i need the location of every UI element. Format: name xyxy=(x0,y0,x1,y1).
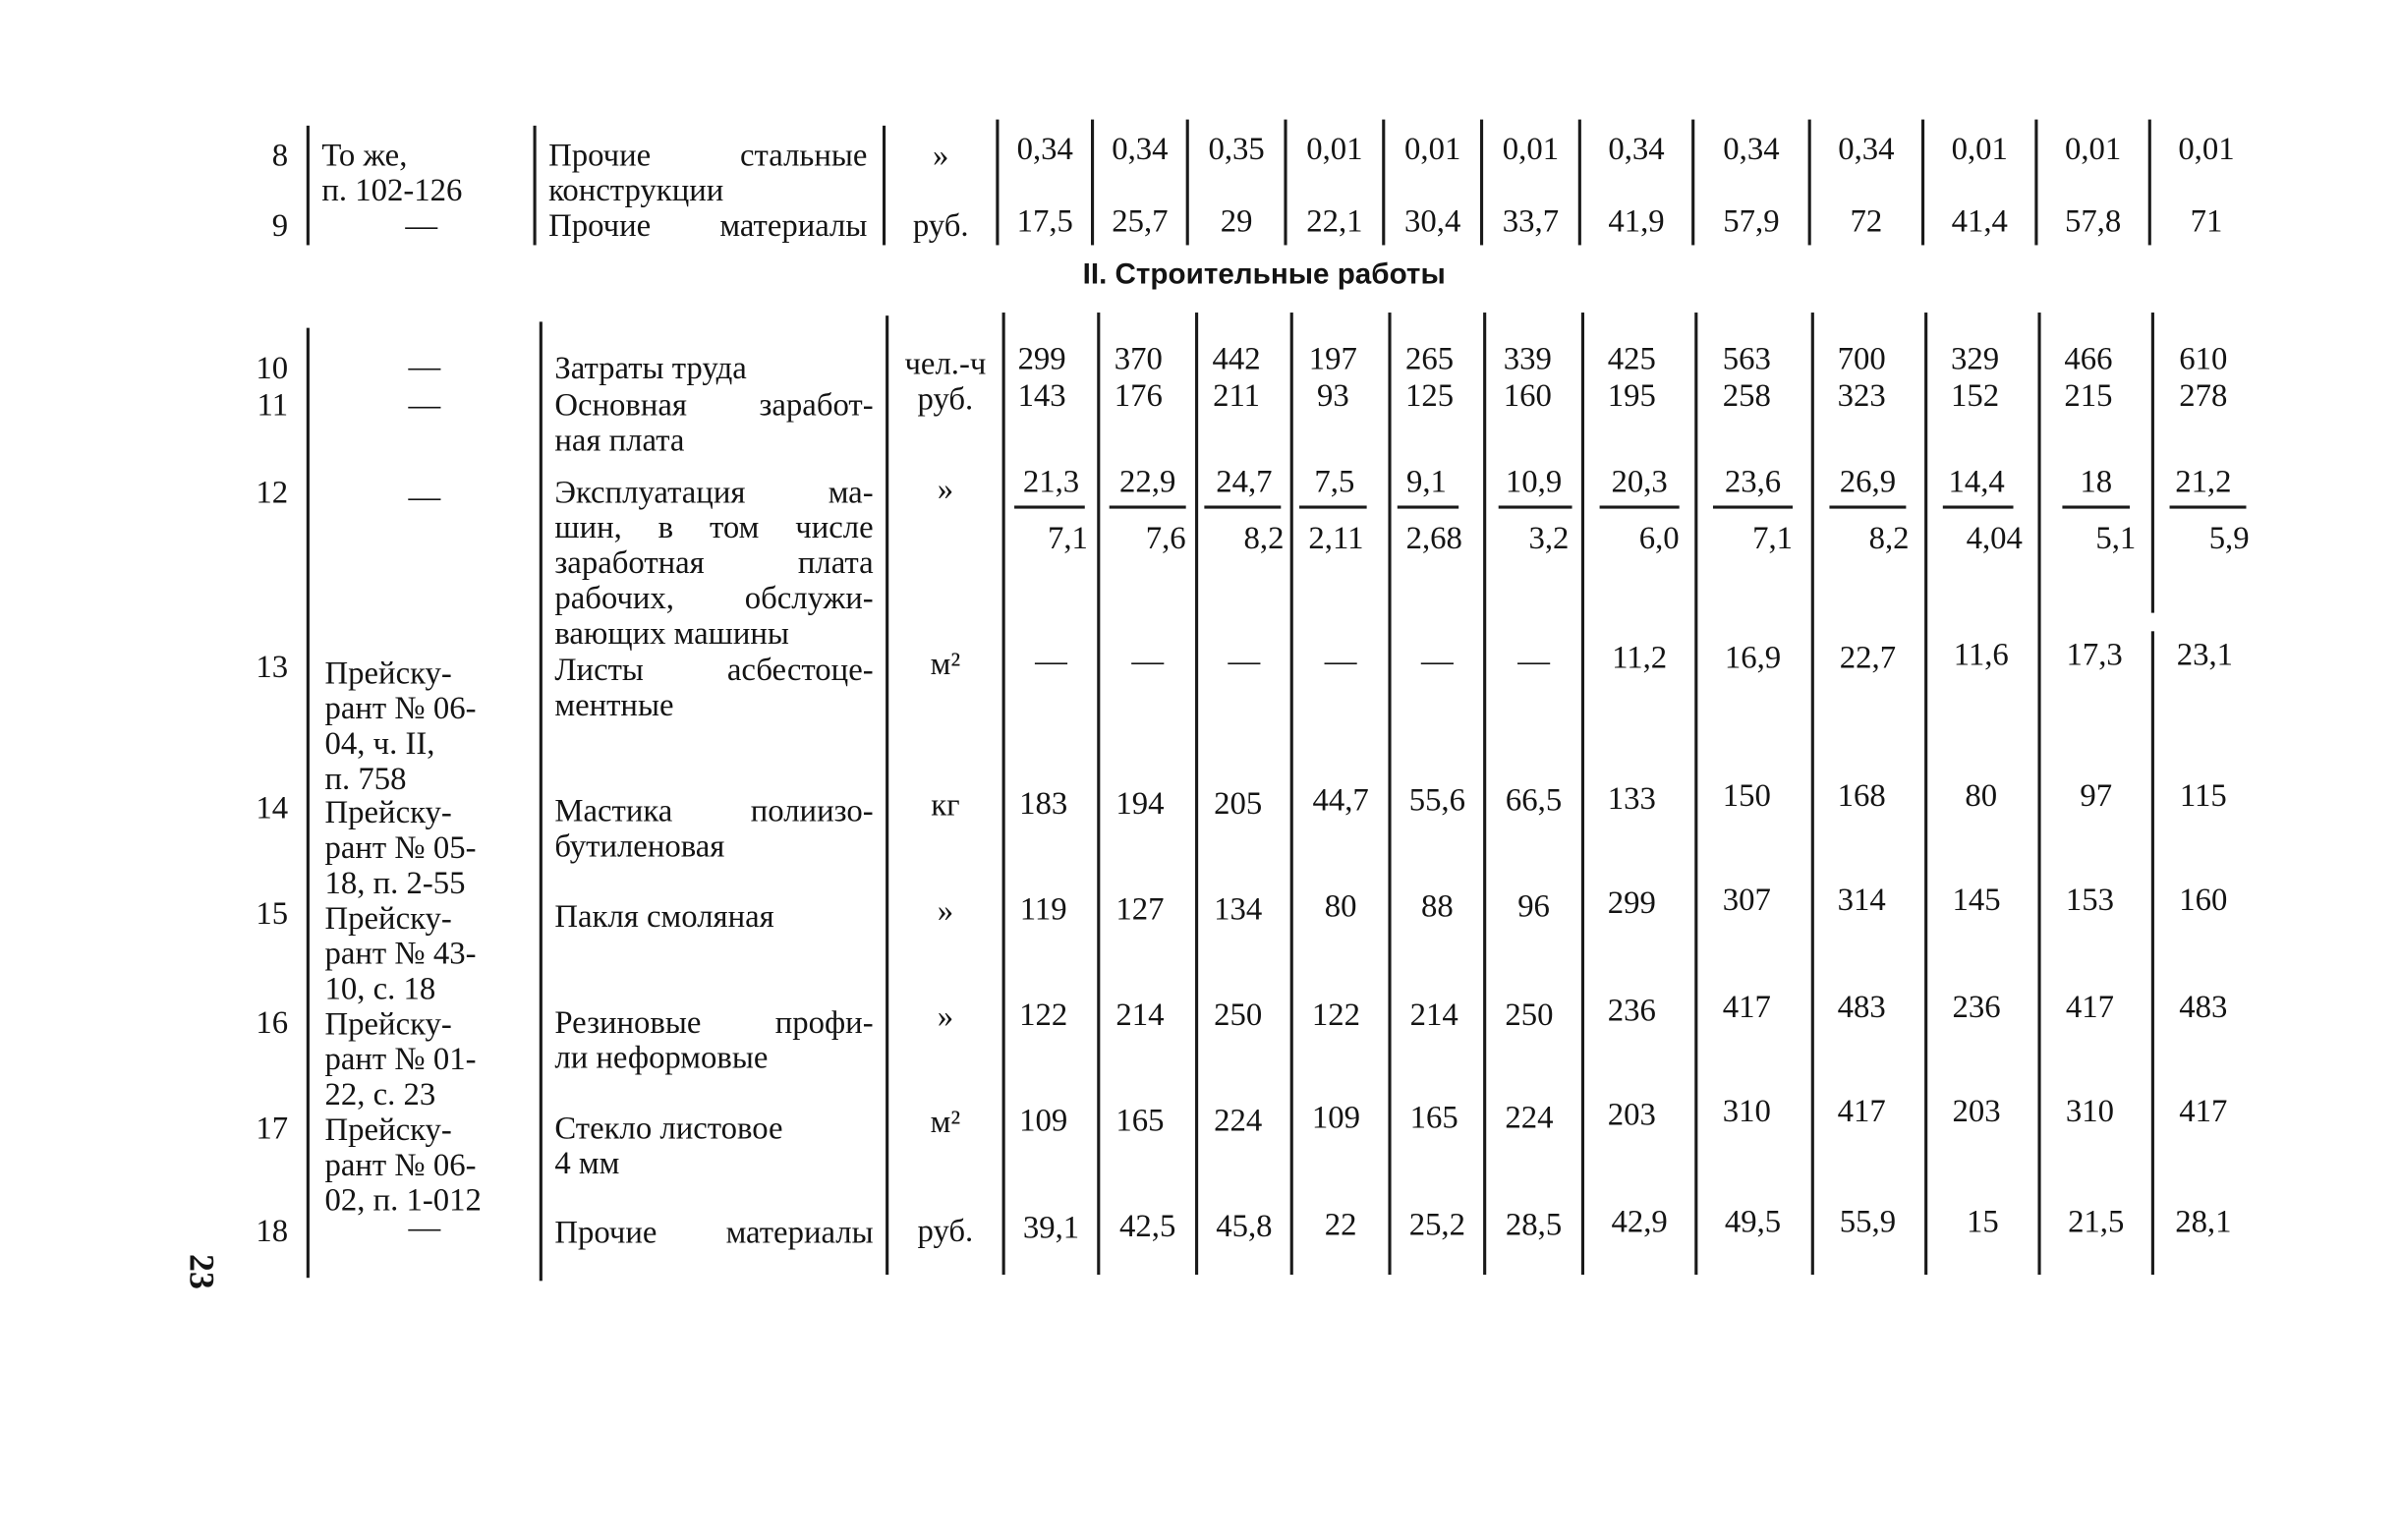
reference: 10, с. 18 xyxy=(324,969,436,1007)
row-number: 8 xyxy=(271,136,289,174)
item-name: конструкции xyxy=(548,171,724,209)
value-cell: 700 xyxy=(1837,340,1886,377)
value-cell: 145 xyxy=(1952,881,2001,918)
value-cell: 93 xyxy=(1316,376,1349,414)
value-cell: 339 xyxy=(1503,340,1552,377)
unit: м² xyxy=(930,645,961,682)
value-cell: 258 xyxy=(1722,376,1771,414)
numerator-cell: 24,7 xyxy=(1216,462,1273,500)
numerator-cell: 21,3 xyxy=(1022,462,1080,500)
value-cell: 194 xyxy=(1115,784,1165,822)
denominator-cell: 8,2 xyxy=(1868,519,1910,556)
denominator-cell: 3,2 xyxy=(1528,519,1570,556)
unit: кг xyxy=(931,785,960,824)
value-cell: 42,9 xyxy=(1611,1202,1668,1240)
denominator-cell: 7,6 xyxy=(1145,519,1186,556)
value-cell: — xyxy=(1517,642,1550,679)
denominator-cell: 5,9 xyxy=(2208,519,2250,556)
value-cell: 483 xyxy=(2179,988,2228,1025)
numerator-cell: 23,6 xyxy=(1724,462,1782,500)
denominator-cell: 4,04 xyxy=(1966,519,2023,556)
fraction-bar xyxy=(1499,505,1572,508)
item-name: Листы асбестоце- xyxy=(554,651,874,688)
value-cell: 71 xyxy=(2190,201,2223,240)
value-cell: 0,35 xyxy=(1208,130,1265,167)
value-cell: 39,1 xyxy=(1022,1209,1080,1246)
reference: рант № 06- xyxy=(324,1146,477,1183)
reference: рант № 06- xyxy=(324,689,477,726)
item-name: ли неформовые xyxy=(554,1039,769,1076)
reference: Прейску- xyxy=(324,1004,452,1043)
reference: Прейску- xyxy=(324,899,452,937)
row-number: 11 xyxy=(257,385,289,424)
value-cell: — xyxy=(1131,642,1165,679)
value-cell: 22,7 xyxy=(1839,639,1897,676)
reference: 22, с. 23 xyxy=(324,1075,436,1112)
fraction-bar xyxy=(1600,505,1680,508)
value-cell: 466 xyxy=(2064,340,2113,377)
value-cell: 0,01 xyxy=(2178,130,2235,167)
value-cell: 133 xyxy=(1607,779,1656,817)
row-number: 13 xyxy=(256,648,289,685)
value-cell: 329 xyxy=(1950,340,2000,377)
item-name: Пакля смоляная xyxy=(554,897,774,935)
value-cell: 109 xyxy=(1311,1098,1361,1136)
value-cell: — xyxy=(1420,642,1454,679)
reference: рант № 43- xyxy=(324,934,477,972)
value-cell: 57,8 xyxy=(2064,201,2122,240)
unit: м² xyxy=(930,1103,961,1140)
value-cell: 310 xyxy=(1722,1092,1771,1129)
value-cell: 203 xyxy=(1607,1095,1656,1133)
value-cell: 417 xyxy=(2065,988,2115,1025)
item-name: Прочие материалы xyxy=(548,206,868,244)
value-cell: 15 xyxy=(1966,1202,1999,1240)
value-cell: 122 xyxy=(1019,996,1068,1033)
value-cell: 0,01 xyxy=(2064,130,2122,167)
value-cell: 0,34 xyxy=(1723,130,1780,167)
fraction-bar xyxy=(1398,505,1458,508)
value-cell: 0,01 xyxy=(1951,130,2008,167)
value-cell: 23,1 xyxy=(2176,635,2234,673)
value-cell: 165 xyxy=(1409,1098,1458,1136)
row-number: 16 xyxy=(256,1003,289,1041)
numerator-cell: 21,2 xyxy=(2175,462,2232,500)
item-name: шин, в том числе xyxy=(554,508,874,546)
value-cell: 21,5 xyxy=(2068,1202,2125,1240)
unit: » xyxy=(937,891,954,929)
value-cell: 22 xyxy=(1324,1205,1357,1243)
value-cell: 22,1 xyxy=(1306,201,1363,240)
item-name: вающих машины xyxy=(554,614,789,652)
value-cell: 250 xyxy=(1214,996,1263,1033)
value-cell: 44,7 xyxy=(1312,781,1369,819)
unit: » xyxy=(937,470,954,508)
value-cell: 150 xyxy=(1722,776,1771,814)
item-name: Эксплуатация ма- xyxy=(554,473,874,511)
row-number: 14 xyxy=(256,788,289,827)
fraction-bar xyxy=(1829,505,1906,508)
value-cell: 165 xyxy=(1115,1101,1165,1139)
value-cell: 323 xyxy=(1837,376,1886,414)
row-number: 18 xyxy=(256,1212,289,1249)
numerator-cell: 26,9 xyxy=(1839,462,1897,500)
numerator-cell: 9,1 xyxy=(1405,462,1447,500)
value-cell: 310 xyxy=(2065,1092,2115,1129)
value-cell: — xyxy=(1035,642,1067,679)
value-cell: 214 xyxy=(1115,996,1165,1033)
reference: 18, п. 2-55 xyxy=(324,864,466,901)
row-number: 10 xyxy=(256,349,289,386)
fraction-bar xyxy=(2170,505,2247,508)
numerator-cell: 7,5 xyxy=(1314,462,1355,500)
value-cell: 28,5 xyxy=(1505,1205,1563,1243)
item-name: Основная заработ- xyxy=(554,385,874,424)
numerator-cell: 10,9 xyxy=(1505,462,1563,500)
value-cell: 127 xyxy=(1115,889,1165,928)
reference: — xyxy=(408,385,441,424)
value-cell: 417 xyxy=(2179,1092,2228,1129)
value-cell: 119 xyxy=(1019,889,1067,928)
value-cell: 96 xyxy=(1517,886,1550,925)
page-number: 23 xyxy=(182,1254,221,1289)
value-cell: 45,8 xyxy=(1216,1207,1273,1244)
value-cell: 610 xyxy=(2179,340,2228,377)
denominator-cell: 6,0 xyxy=(1638,519,1680,556)
value-cell: 17,5 xyxy=(1016,201,1073,240)
value-cell: 314 xyxy=(1837,881,1886,918)
item-name: Прочие стальные xyxy=(548,136,868,174)
denominator-cell: 2,11 xyxy=(1308,519,1364,556)
fraction-bar xyxy=(1943,505,2014,508)
value-cell: 11,6 xyxy=(1953,635,2009,673)
denominator-cell: 7,1 xyxy=(1047,519,1088,556)
value-cell: 224 xyxy=(1505,1098,1554,1136)
fraction-bar xyxy=(1713,505,1793,508)
reference: п. 102-126 xyxy=(321,171,463,209)
unit: » xyxy=(933,136,949,174)
item-name: Резиновые профи- xyxy=(554,1003,874,1041)
item-name: ментные xyxy=(554,686,674,723)
value-cell: 143 xyxy=(1017,376,1066,414)
row-number: 12 xyxy=(256,473,289,511)
item-name: рабочих, обслужи- xyxy=(554,579,874,616)
value-cell: 0,01 xyxy=(1502,130,1560,167)
denominator-cell: 2,68 xyxy=(1405,519,1462,556)
section-header: II. Строительные работы xyxy=(1082,258,1446,292)
value-cell: 55,6 xyxy=(1408,781,1465,819)
value-cell: 203 xyxy=(1952,1092,2001,1129)
item-name: Затраты труда xyxy=(554,349,747,386)
item-name: Стекло листовое xyxy=(554,1109,783,1147)
value-cell: 417 xyxy=(1837,1092,1886,1129)
value-cell: 88 xyxy=(1420,886,1454,925)
value-cell: 57,9 xyxy=(1723,201,1780,240)
value-cell: 16,9 xyxy=(1724,639,1782,676)
unit: чел.-ч xyxy=(904,344,987,382)
value-cell: 11,2 xyxy=(1612,639,1668,676)
value-cell: 176 xyxy=(1114,376,1163,414)
fraction-bar xyxy=(1014,505,1085,508)
value-cell: 0,34 xyxy=(1608,130,1665,167)
value-cell: 299 xyxy=(1607,884,1656,921)
value-cell: 278 xyxy=(2179,376,2228,414)
denominator-cell: 8,2 xyxy=(1243,519,1285,556)
value-cell: 0,34 xyxy=(1016,130,1073,167)
reference: рант № 01- xyxy=(324,1040,477,1077)
value-cell: 80 xyxy=(1965,776,1998,814)
unit: руб. xyxy=(917,1212,974,1249)
value-cell: 72 xyxy=(1850,201,1883,240)
value-cell: 80 xyxy=(1324,886,1357,925)
value-cell: 41,4 xyxy=(1951,201,2008,240)
item-name: заработная плата xyxy=(554,543,874,581)
numerator-cell: 22,9 xyxy=(1119,462,1176,500)
unit: » xyxy=(937,997,954,1035)
fraction-bar xyxy=(2062,505,2130,508)
reference: — xyxy=(408,478,441,515)
value-cell: 483 xyxy=(1837,988,1886,1025)
value-cell: 211 xyxy=(1213,376,1261,414)
denominator-cell: 7,1 xyxy=(1752,519,1794,556)
value-cell: 97 xyxy=(2080,776,2113,814)
reference: Прейску- xyxy=(324,793,452,830)
row-number: 9 xyxy=(271,206,289,244)
value-cell: 49,5 xyxy=(1724,1202,1782,1240)
numerator-cell: 14,4 xyxy=(1948,462,2005,500)
unit: руб. xyxy=(912,206,969,244)
value-cell: 115 xyxy=(2179,776,2227,814)
row-number: 15 xyxy=(256,894,289,932)
numerator-cell: 20,3 xyxy=(1611,462,1668,500)
row-number: 17 xyxy=(256,1109,289,1147)
value-cell: 197 xyxy=(1308,340,1357,377)
value-cell: — xyxy=(1324,642,1357,679)
value-cell: 215 xyxy=(2064,376,2113,414)
value-cell: 160 xyxy=(1503,376,1552,414)
value-cell: 0,01 xyxy=(1404,130,1461,167)
value-cell: 265 xyxy=(1404,340,1455,377)
value-cell: 442 xyxy=(1212,340,1261,377)
value-cell: 160 xyxy=(2179,881,2228,918)
value-cell: 25,2 xyxy=(1408,1205,1465,1243)
reference: 04, ч. II, xyxy=(324,724,435,762)
fraction-bar xyxy=(1299,505,1367,508)
value-cell: 425 xyxy=(1607,340,1656,377)
value-cell: 153 xyxy=(2065,881,2115,918)
value-cell: 33,7 xyxy=(1502,201,1560,240)
value-cell: 17,3 xyxy=(2066,635,2123,673)
value-cell: 563 xyxy=(1722,340,1771,377)
value-cell: 55,9 xyxy=(1839,1202,1897,1240)
value-cell: 236 xyxy=(1952,988,2001,1025)
value-cell: 417 xyxy=(1722,988,1771,1025)
value-cell: 122 xyxy=(1311,996,1361,1033)
item-name: Мастика полиизо- xyxy=(554,792,874,829)
value-cell: 224 xyxy=(1214,1101,1263,1139)
reference: Прейску- xyxy=(324,1111,452,1148)
value-cell: 0,34 xyxy=(1838,130,1895,167)
fraction-bar xyxy=(1204,505,1281,508)
value-cell: 370 xyxy=(1114,340,1163,377)
value-cell: 134 xyxy=(1214,889,1263,928)
reference: 02, п. 1-012 xyxy=(324,1180,482,1219)
value-cell: 236 xyxy=(1607,991,1656,1029)
reference: То же, xyxy=(321,136,408,174)
item-name: 4 мм xyxy=(554,1144,620,1181)
value-cell: 41,9 xyxy=(1608,201,1665,240)
denominator-cell: 5,1 xyxy=(2095,519,2137,556)
reference: Прейску- xyxy=(324,654,452,692)
value-cell: 66,5 xyxy=(1505,781,1563,819)
reference: п. 758 xyxy=(324,760,407,797)
value-cell: 109 xyxy=(1019,1101,1068,1139)
value-cell: 125 xyxy=(1404,376,1455,414)
reference: рант № 05- xyxy=(324,828,477,866)
reference: — xyxy=(405,206,438,244)
item-name: бутиленовая xyxy=(554,827,725,865)
value-cell: 214 xyxy=(1409,996,1458,1033)
numerator-cell: 18 xyxy=(2080,462,2113,500)
value-cell: 28,1 xyxy=(2175,1202,2232,1240)
reference: — xyxy=(408,1209,441,1246)
value-cell: 195 xyxy=(1607,376,1656,414)
unit: руб. xyxy=(917,379,974,418)
item-name: Прочие материалы xyxy=(554,1213,874,1251)
value-cell: 29 xyxy=(1220,201,1253,240)
value-cell: 0,34 xyxy=(1112,130,1169,167)
value-cell: 152 xyxy=(1950,376,2000,414)
value-cell: 307 xyxy=(1722,881,1771,918)
value-cell: — xyxy=(1228,642,1261,679)
value-cell: 42,5 xyxy=(1119,1207,1176,1244)
value-cell: 299 xyxy=(1017,340,1066,377)
value-cell: 168 xyxy=(1837,776,1886,814)
reference: — xyxy=(408,347,441,385)
value-cell: 250 xyxy=(1505,996,1554,1033)
item-name: ная плата xyxy=(554,421,685,459)
value-cell: 183 xyxy=(1019,784,1068,822)
value-cell: 25,7 xyxy=(1112,201,1169,240)
fraction-bar xyxy=(1110,505,1186,508)
value-cell: 30,4 xyxy=(1404,201,1461,240)
value-cell: 205 xyxy=(1214,784,1263,822)
value-cell: 0,01 xyxy=(1306,130,1363,167)
